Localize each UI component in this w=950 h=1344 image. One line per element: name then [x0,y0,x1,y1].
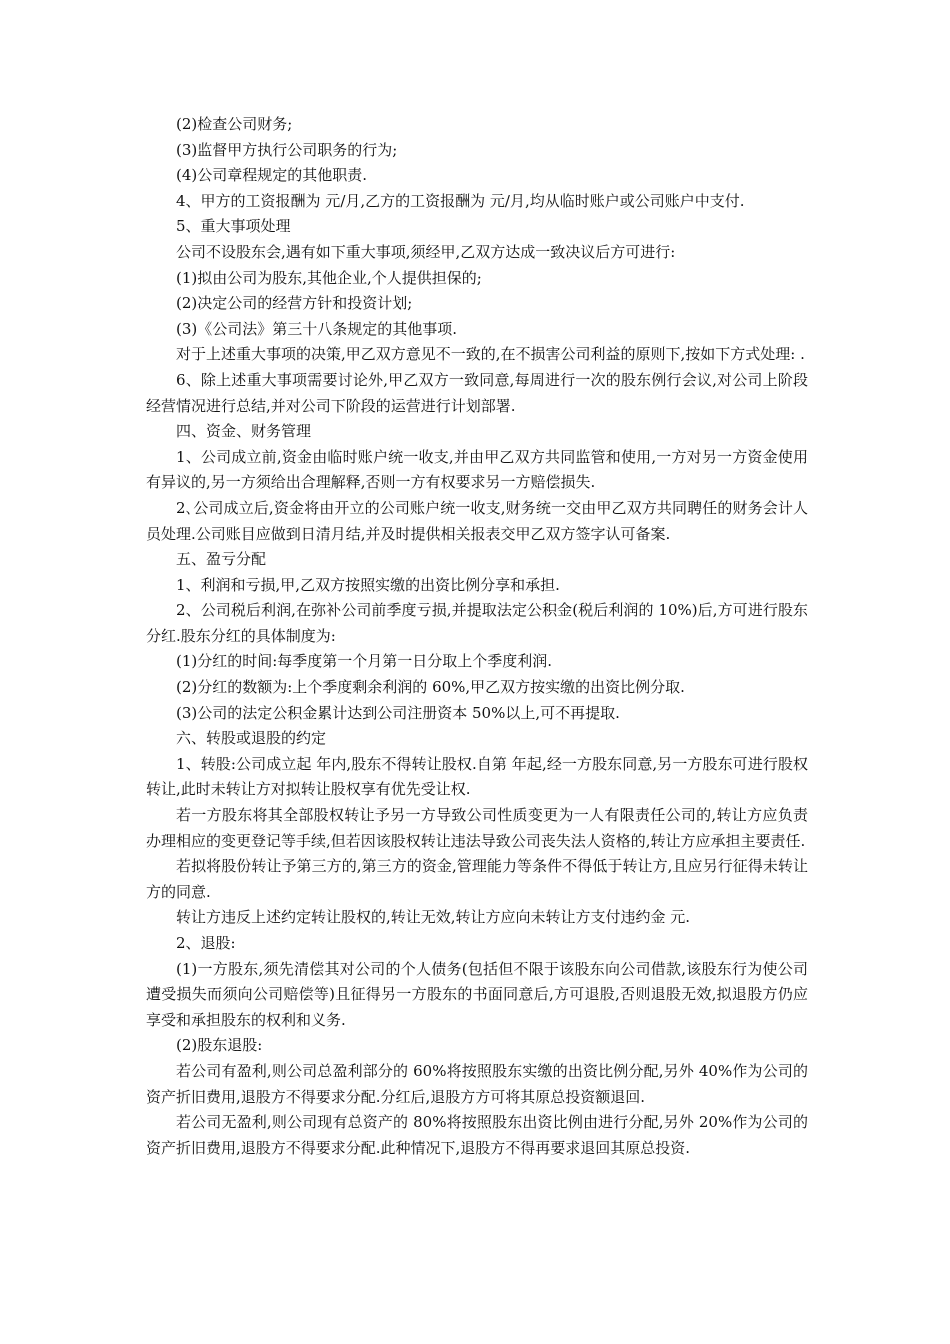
paragraph-reserve-fund: (3)公司的法定公积金累计达到公司注册资本 50%以上,可不再提取. [176,703,620,722]
paragraph-weekly-meeting: 6、除上述重大事项需要讨论外,甲乙双方一致同意,每周进行一次的股东例行会议,对公司上阶段经营情况进行总结,并对公司下阶段的运营进行计划部署. [146,370,808,415]
paragraph-profit-2: 2、公司税后利润,在弥补公司前季度亏损,并提取法定公积金(税后利润的 10%)后,方可进行股东分红.股东分红的具体制度为: [146,601,808,645]
paragraph-transfer-1: 1、转股:公司成立起 年内,股东不得转让股权.自第 年起,经一方股东同意,另一方股东可进行股权转让,此时未转让方对拟转让股权享有优先受让权. [146,754,808,799]
section-heading-transfer: 六、转股或退股的约定 [176,729,327,748]
paragraph-withdrawal-1: (1)一方股东,须先清偿其对公司的个人债务(包括但不限于该股东向公司借款,该股东行为使公司遭受损失而须向公司赔偿等)且征得另一方股东的书面同意后,方可退股,否则退股无效,拟退股方仍应享受和承担股东的权利和义务. [146,959,808,1029]
paragraph-salary: 4、甲方的工资报酬为 元/月,乙方的工资报酬为 元/月,均从临时账户或公司账户中支付. [176,191,745,210]
paragraph-item-4: (4)公司章程规定的其他职责. [176,166,368,185]
section-heading-withdrawal: 2、退股: [176,934,236,952]
section-heading-major-matters: 5、重大事项处理 [176,217,291,236]
paragraph-withdrawal-2: (2)股东退股: [176,1036,263,1055]
paragraph-disagreement: 对于上述重大事项的决策,甲乙双方意见不一致的,在不损害公司利益的原则下,按如下方式处理: . [176,345,805,364]
document-page [146,112,808,1161]
section-heading-profit: 五、盈亏分配 [176,550,267,569]
paragraph-dividend-time: (1)分红的时间:每季度第一个月第一日分取上个季度利润. [176,652,553,671]
paragraph-withdrawal-no-profit: 若公司无盈利,则公司现有总资产的 80%将按照股东出资比例由进行分配,另外 20%作为公司的资产折旧费用,退股方不得要求分配.此种情况下,退股方不得再要求退回其原总投资. [146,1113,808,1157]
paragraph-major-item-2: (2)决定公司的经营方针和投资计划; [176,294,413,313]
paragraph-major-matters-intro: 公司不设股东会,遇有如下重大事项,须经甲,乙双方达成一致决议后方可进行: [176,242,676,261]
paragraph-transfer-third-party: 若拟将股份转让予第三方的,第三方的资金,管理能力等条件不得低于转让方,且应另行征得未转让方的同意. [146,857,808,901]
paragraph-dividend-amount: (2)分红的数额为:上个季度剩余利润的 60%,甲乙双方按实缴的出资比例分取. [176,678,685,697]
paragraph-major-item-3: (3)《公司法》第三十八条规定的其他事项. [176,319,458,338]
paragraph-major-item-1: (1)拟由公司为股东,其他企业,个人提供担保的; [176,268,482,287]
section-heading-finance: 四、资金、财务管理 [176,422,312,441]
paragraph-withdrawal-profit: 若公司有盈利,则公司总盈利部分的 60%将按照股东实缴的出资比例分配,另外 40%作为公司的资产折旧费用,退股方不得要求分配.分红后,退股方方可将其原总投资额退回. [146,1061,808,1106]
paragraph-item-3: (3)监督甲方执行公司职务的行为; [176,140,398,159]
paragraph-transfer-penalty: 转让方违反上述约定转让股权的,转让无效,转让方应向未转让方支付违约金 元. [176,908,691,927]
paragraph-item-2: (2)检查公司财务; [176,115,293,133]
paragraph-transfer-full: 若一方股东将其全部股权转让予另一方导致公司性质变更为一人有限责任公司的,转让方应负责办理相应的变更登记等手续,但若因该股权转让违法导致公司丧失法人资格的,转让方应承担主要责任. [146,806,808,850]
paragraph-profit-1: 1、利润和亏损,甲,乙双方按照实缴的出资比例分享和承担. [176,575,560,594]
paragraph-finance-2: 2､公司成立后,资金将由开立的公司账户统一收支,财务统一交由甲乙双方共同聘任的财务会计人员处理.公司账目应做到日清月结,并及时提供相关报表交甲乙双方签字认可备案. [146,498,808,543]
paragraph-finance-1: 1、公司成立前,资金由临时账户统一收支,并由甲乙双方共同监管和使用,一方对另一方资金使用有异议的,另一方须给出合理解释,否则一方有权要求另一方赔偿损失. [146,447,808,492]
